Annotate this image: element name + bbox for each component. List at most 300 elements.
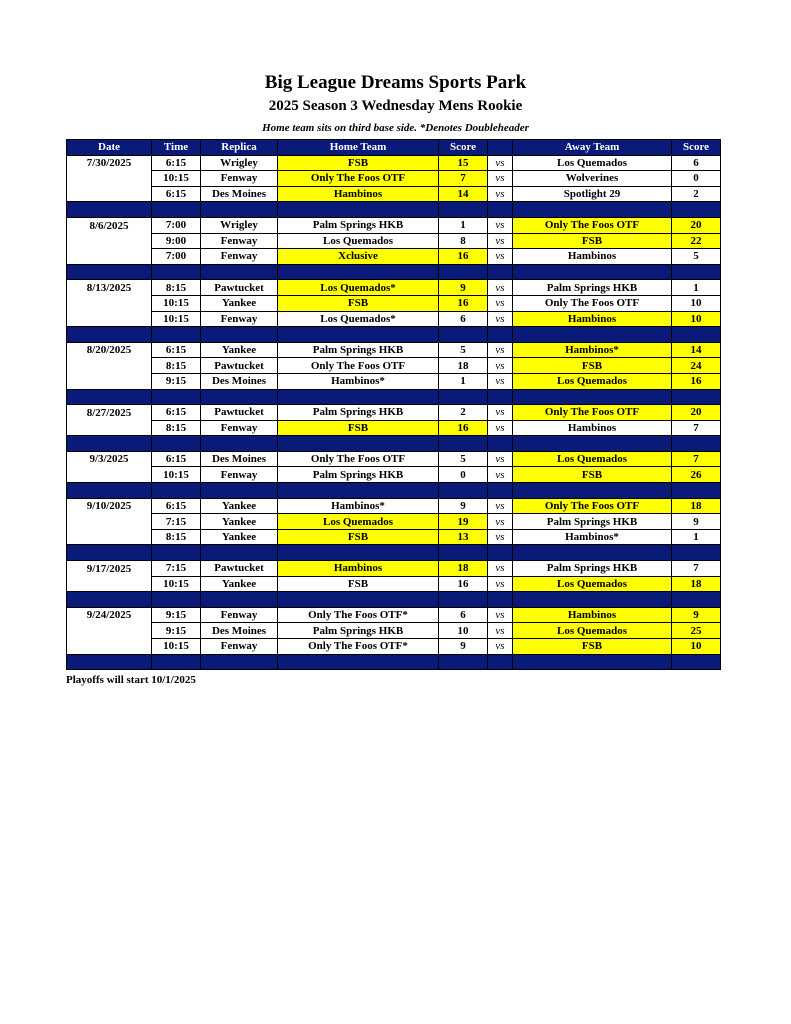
separator-cell — [278, 327, 439, 343]
game-time: 8:15 — [152, 420, 201, 436]
week-separator-row — [67, 545, 721, 561]
home-score: 16 — [439, 576, 488, 592]
separator-cell — [672, 654, 721, 670]
away-score: 10 — [672, 311, 721, 327]
game-date — [67, 233, 152, 249]
game-time: 8:15 — [152, 280, 201, 296]
vs-label: vs — [488, 217, 513, 233]
separator-cell — [152, 327, 201, 343]
vs-label: vs — [488, 576, 513, 592]
game-row — [67, 358, 721, 374]
separator-cell — [513, 264, 672, 280]
separator-cell — [513, 202, 672, 218]
game-replica: Des Moines — [201, 451, 278, 467]
game-row — [67, 639, 721, 655]
game-replica: Yankee — [201, 295, 278, 311]
separator-cell — [67, 202, 152, 218]
separator-cell — [67, 654, 152, 670]
game-time: 6:15 — [152, 498, 201, 514]
separator-cell — [513, 327, 672, 343]
home-team: Hambinos — [278, 561, 439, 577]
away-team: Los Quemados — [513, 576, 672, 592]
header-away-score: Score — [672, 140, 721, 156]
game-time: 9:00 — [152, 233, 201, 249]
home-score: 19 — [439, 514, 488, 530]
game-row — [67, 561, 721, 577]
game-time: 6:15 — [152, 342, 201, 358]
separator-cell — [201, 264, 278, 280]
home-team: Only The Foos OTF — [278, 171, 439, 187]
game-row — [67, 576, 721, 592]
home-score: 6 — [439, 607, 488, 623]
away-score: 0 — [672, 171, 721, 187]
separator-cell — [488, 436, 513, 452]
away-team: FSB — [513, 467, 672, 483]
away-team: Only The Foos OTF — [513, 498, 672, 514]
separator-cell — [278, 264, 439, 280]
home-team: FSB — [278, 155, 439, 171]
home-score: 10 — [439, 623, 488, 639]
vs-label: vs — [488, 358, 513, 374]
game-date — [67, 373, 152, 389]
separator-cell — [67, 389, 152, 405]
separator-cell — [513, 545, 672, 561]
game-row — [67, 623, 721, 639]
separator-cell — [439, 264, 488, 280]
separator-cell — [201, 327, 278, 343]
game-replica: Fenway — [201, 249, 278, 265]
game-time: 9:15 — [152, 623, 201, 639]
game-time: 7:00 — [152, 249, 201, 265]
home-team: Palm Springs HKB — [278, 467, 439, 483]
page-title: Big League Dreams Sports Park — [264, 72, 527, 93]
week-separator-row — [67, 483, 721, 499]
separator-cell — [201, 545, 278, 561]
game-date: 9/3/2025 — [67, 451, 152, 467]
vs-label: vs — [488, 451, 513, 467]
game-row — [67, 280, 721, 296]
away-score: 20 — [672, 217, 721, 233]
header-away-team: Away Team — [513, 140, 672, 156]
game-date: 8/27/2025 — [67, 405, 152, 421]
separator-cell — [513, 389, 672, 405]
separator-cell — [278, 592, 439, 608]
home-team: Only The Foos OTF* — [278, 639, 439, 655]
home-team: Xclusive — [278, 249, 439, 265]
game-date — [67, 639, 152, 655]
separator-cell — [439, 545, 488, 561]
game-date — [67, 576, 152, 592]
separator-cell — [672, 545, 721, 561]
separator-cell — [488, 389, 513, 405]
game-replica: Yankee — [201, 342, 278, 358]
game-date: 9/17/2025 — [67, 561, 152, 577]
home-score: 5 — [439, 342, 488, 358]
separator-cell — [67, 592, 152, 608]
game-replica: Yankee — [201, 498, 278, 514]
vs-label: vs — [488, 639, 513, 655]
separator-cell — [67, 483, 152, 499]
game-row — [67, 233, 721, 249]
game-replica: Fenway — [201, 233, 278, 249]
home-score: 18 — [439, 561, 488, 577]
game-row — [67, 342, 721, 358]
game-time: 6:15 — [152, 451, 201, 467]
home-team: FSB — [278, 576, 439, 592]
away-team: Hambinos* — [513, 342, 672, 358]
separator-cell — [488, 654, 513, 670]
home-team: FSB — [278, 295, 439, 311]
game-replica: Des Moines — [201, 373, 278, 389]
home-score: 16 — [439, 420, 488, 436]
separator-cell — [278, 436, 439, 452]
vs-label: vs — [488, 561, 513, 577]
separator-cell — [672, 264, 721, 280]
game-date — [67, 529, 152, 545]
game-replica: Fenway — [201, 467, 278, 483]
home-team: Los Quemados — [278, 233, 439, 249]
vs-label: vs — [488, 295, 513, 311]
game-row — [67, 451, 721, 467]
home-score: 14 — [439, 186, 488, 202]
separator-cell — [152, 436, 201, 452]
game-row — [67, 155, 721, 171]
away-team: Hambinos — [513, 607, 672, 623]
vs-label: vs — [488, 311, 513, 327]
week-separator-row — [67, 264, 721, 280]
game-time: 10:15 — [152, 467, 201, 483]
home-team: FSB — [278, 529, 439, 545]
separator-cell — [439, 592, 488, 608]
game-row — [67, 373, 721, 389]
separator-cell — [278, 483, 439, 499]
vs-label: vs — [488, 514, 513, 530]
home-team: Los Quemados* — [278, 280, 439, 296]
header-home-team: Home Team — [278, 140, 439, 156]
home-team: Palm Springs HKB — [278, 623, 439, 639]
separator-cell — [439, 389, 488, 405]
game-time: 10:15 — [152, 576, 201, 592]
away-score: 7 — [672, 561, 721, 577]
away-score: 14 — [672, 342, 721, 358]
vs-label: vs — [488, 233, 513, 249]
away-score: 25 — [672, 623, 721, 639]
home-score: 9 — [439, 639, 488, 655]
home-team: Los Quemados — [278, 514, 439, 530]
game-row — [67, 171, 721, 187]
separator-cell — [201, 592, 278, 608]
away-score: 9 — [672, 607, 721, 623]
separator-cell — [152, 545, 201, 561]
away-score: 1 — [672, 529, 721, 545]
game-replica: Fenway — [201, 171, 278, 187]
week-separator-row — [67, 389, 721, 405]
separator-cell — [278, 389, 439, 405]
game-replica: Fenway — [201, 311, 278, 327]
game-replica: Pawtucket — [201, 405, 278, 421]
game-date — [67, 514, 152, 530]
schedule-body — [67, 155, 721, 670]
separator-cell — [152, 264, 201, 280]
separator-cell — [488, 202, 513, 218]
vs-label: vs — [488, 342, 513, 358]
game-time: 7:15 — [152, 561, 201, 577]
separator-cell — [67, 545, 152, 561]
separator-cell — [152, 592, 201, 608]
game-date — [67, 311, 152, 327]
playoffs-footnote: Playoffs will start 10/1/2025 — [66, 674, 196, 686]
home-score: 9 — [439, 498, 488, 514]
vs-label: vs — [488, 373, 513, 389]
game-row — [67, 249, 721, 265]
separator-cell — [152, 389, 201, 405]
game-date: 8/6/2025 — [67, 217, 152, 233]
game-row — [67, 498, 721, 514]
home-score: 15 — [439, 155, 488, 171]
away-team: Wolverines — [513, 171, 672, 187]
game-replica: Yankee — [201, 514, 278, 530]
week-separator-row — [67, 654, 721, 670]
separator-cell — [513, 654, 672, 670]
home-score: 9 — [439, 280, 488, 296]
away-score: 20 — [672, 405, 721, 421]
home-team: Only The Foos OTF* — [278, 607, 439, 623]
away-score: 24 — [672, 358, 721, 374]
game-time: 9:15 — [152, 607, 201, 623]
separator-cell — [201, 654, 278, 670]
game-time: 6:15 — [152, 405, 201, 421]
separator-cell — [439, 202, 488, 218]
game-time: 7:15 — [152, 514, 201, 530]
separator-cell — [67, 436, 152, 452]
separator-cell — [672, 327, 721, 343]
separator-cell — [152, 483, 201, 499]
separator-cell — [201, 436, 278, 452]
away-score: 5 — [672, 249, 721, 265]
away-score: 18 — [672, 576, 721, 592]
away-team: Los Quemados — [513, 623, 672, 639]
header-row — [67, 140, 721, 156]
away-team: Hambinos — [513, 249, 672, 265]
home-team: Hambinos* — [278, 498, 439, 514]
away-team: Palm Springs HKB — [513, 514, 672, 530]
home-score: 5 — [439, 451, 488, 467]
separator-cell — [439, 654, 488, 670]
away-score: 16 — [672, 373, 721, 389]
game-replica: Wrigley — [201, 217, 278, 233]
game-date — [67, 358, 152, 374]
away-team: FSB — [513, 233, 672, 249]
game-date — [67, 186, 152, 202]
separator-cell — [278, 654, 439, 670]
separator-cell — [672, 389, 721, 405]
away-team: Only The Foos OTF — [513, 217, 672, 233]
game-replica: Fenway — [201, 639, 278, 655]
home-team: FSB — [278, 420, 439, 436]
home-score: 0 — [439, 467, 488, 483]
home-team: Hambinos* — [278, 373, 439, 389]
game-row — [67, 405, 721, 421]
away-team: Palm Springs HKB — [513, 561, 672, 577]
separator-cell — [201, 483, 278, 499]
away-team: Los Quemados — [513, 373, 672, 389]
separator-cell — [672, 483, 721, 499]
game-date: 8/13/2025 — [67, 280, 152, 296]
home-team: Only The Foos OTF — [278, 358, 439, 374]
away-score: 26 — [672, 467, 721, 483]
away-score: 10 — [672, 295, 721, 311]
game-time: 6:15 — [152, 186, 201, 202]
game-date — [67, 249, 152, 265]
away-team: Hambinos — [513, 420, 672, 436]
game-time: 10:15 — [152, 171, 201, 187]
home-score: 8 — [439, 233, 488, 249]
game-row — [67, 607, 721, 623]
separator-cell — [439, 483, 488, 499]
game-row — [67, 186, 721, 202]
separator-cell — [513, 483, 672, 499]
game-time: 8:15 — [152, 529, 201, 545]
home-team: Palm Springs HKB — [278, 405, 439, 421]
game-time: 10:15 — [152, 639, 201, 655]
away-score: 22 — [672, 233, 721, 249]
away-score: 18 — [672, 498, 721, 514]
header-replica: Replica — [201, 140, 278, 156]
game-time: 7:00 — [152, 217, 201, 233]
separator-cell — [488, 327, 513, 343]
home-team: Only The Foos OTF — [278, 451, 439, 467]
schedule-note: Home team sits on third base side. *Denotes Doubleheader — [262, 122, 529, 134]
away-team: Hambinos* — [513, 529, 672, 545]
separator-cell — [439, 327, 488, 343]
separator-cell — [488, 592, 513, 608]
home-score: 7 — [439, 171, 488, 187]
home-score: 16 — [439, 249, 488, 265]
vs-label: vs — [488, 498, 513, 514]
away-score: 7 — [672, 451, 721, 467]
vs-label: vs — [488, 420, 513, 436]
separator-cell — [67, 264, 152, 280]
game-date: 9/10/2025 — [67, 498, 152, 514]
game-date: 7/30/2025 — [67, 155, 152, 171]
away-team: Spotlight 29 — [513, 186, 672, 202]
game-date: 8/20/2025 — [67, 342, 152, 358]
separator-cell — [67, 327, 152, 343]
vs-label: vs — [488, 280, 513, 296]
separator-cell — [152, 654, 201, 670]
home-score: 6 — [439, 311, 488, 327]
game-time: 6:15 — [152, 155, 201, 171]
home-team: Palm Springs HKB — [278, 217, 439, 233]
game-replica: Pawtucket — [201, 358, 278, 374]
game-row — [67, 467, 721, 483]
away-score: 9 — [672, 514, 721, 530]
week-separator-row — [67, 327, 721, 343]
home-team: Hambinos — [278, 186, 439, 202]
separator-cell — [488, 483, 513, 499]
separator-cell — [201, 389, 278, 405]
game-row — [67, 529, 721, 545]
away-team: Only The Foos OTF — [513, 405, 672, 421]
away-score: 7 — [672, 420, 721, 436]
away-team: FSB — [513, 639, 672, 655]
separator-cell — [439, 436, 488, 452]
header-home-score: Score — [439, 140, 488, 156]
away-team: Palm Springs HKB — [513, 280, 672, 296]
home-team: Palm Springs HKB — [278, 342, 439, 358]
home-team: Los Quemados* — [278, 311, 439, 327]
game-date — [67, 295, 152, 311]
separator-cell — [513, 436, 672, 452]
header-time: Time — [152, 140, 201, 156]
game-replica: Yankee — [201, 529, 278, 545]
separator-cell — [152, 202, 201, 218]
header-date: Date — [67, 140, 152, 156]
game-row — [67, 295, 721, 311]
away-score: 10 — [672, 639, 721, 655]
game-row — [67, 311, 721, 327]
game-time: 10:15 — [152, 295, 201, 311]
page-subtitle: 2025 Season 3 Wednesday Mens Rookie — [268, 98, 523, 114]
game-replica: Pawtucket — [201, 280, 278, 296]
game-date — [67, 623, 152, 639]
home-score: 2 — [439, 405, 488, 421]
separator-cell — [488, 545, 513, 561]
game-date: 9/24/2025 — [67, 607, 152, 623]
home-score: 1 — [439, 217, 488, 233]
separator-cell — [672, 202, 721, 218]
schedule-table — [66, 139, 721, 670]
game-row — [67, 514, 721, 530]
week-separator-row — [67, 592, 721, 608]
game-replica: Fenway — [201, 607, 278, 623]
vs-label: vs — [488, 623, 513, 639]
home-score: 1 — [439, 373, 488, 389]
vs-label: vs — [488, 186, 513, 202]
game-replica: Pawtucket — [201, 561, 278, 577]
vs-label: vs — [488, 405, 513, 421]
home-score: 18 — [439, 358, 488, 374]
separator-cell — [278, 202, 439, 218]
away-score: 6 — [672, 155, 721, 171]
vs-label: vs — [488, 171, 513, 187]
separator-cell — [201, 202, 278, 218]
home-score: 13 — [439, 529, 488, 545]
away-score: 2 — [672, 186, 721, 202]
vs-label: vs — [488, 529, 513, 545]
game-time: 10:15 — [152, 311, 201, 327]
game-time: 8:15 — [152, 358, 201, 374]
vs-label: vs — [488, 607, 513, 623]
away-team: Los Quemados — [513, 155, 672, 171]
separator-cell — [488, 264, 513, 280]
separator-cell — [513, 592, 672, 608]
header-vs — [488, 140, 513, 156]
separator-cell — [672, 592, 721, 608]
vs-label: vs — [488, 155, 513, 171]
game-date — [67, 467, 152, 483]
game-date — [67, 171, 152, 187]
away-team: Los Quemados — [513, 451, 672, 467]
game-replica: Fenway — [201, 420, 278, 436]
away-score: 1 — [672, 280, 721, 296]
game-replica: Des Moines — [201, 186, 278, 202]
away-team: Only The Foos OTF — [513, 295, 672, 311]
game-time: 9:15 — [152, 373, 201, 389]
separator-cell — [672, 436, 721, 452]
vs-label: vs — [488, 249, 513, 265]
game-row — [67, 420, 721, 436]
